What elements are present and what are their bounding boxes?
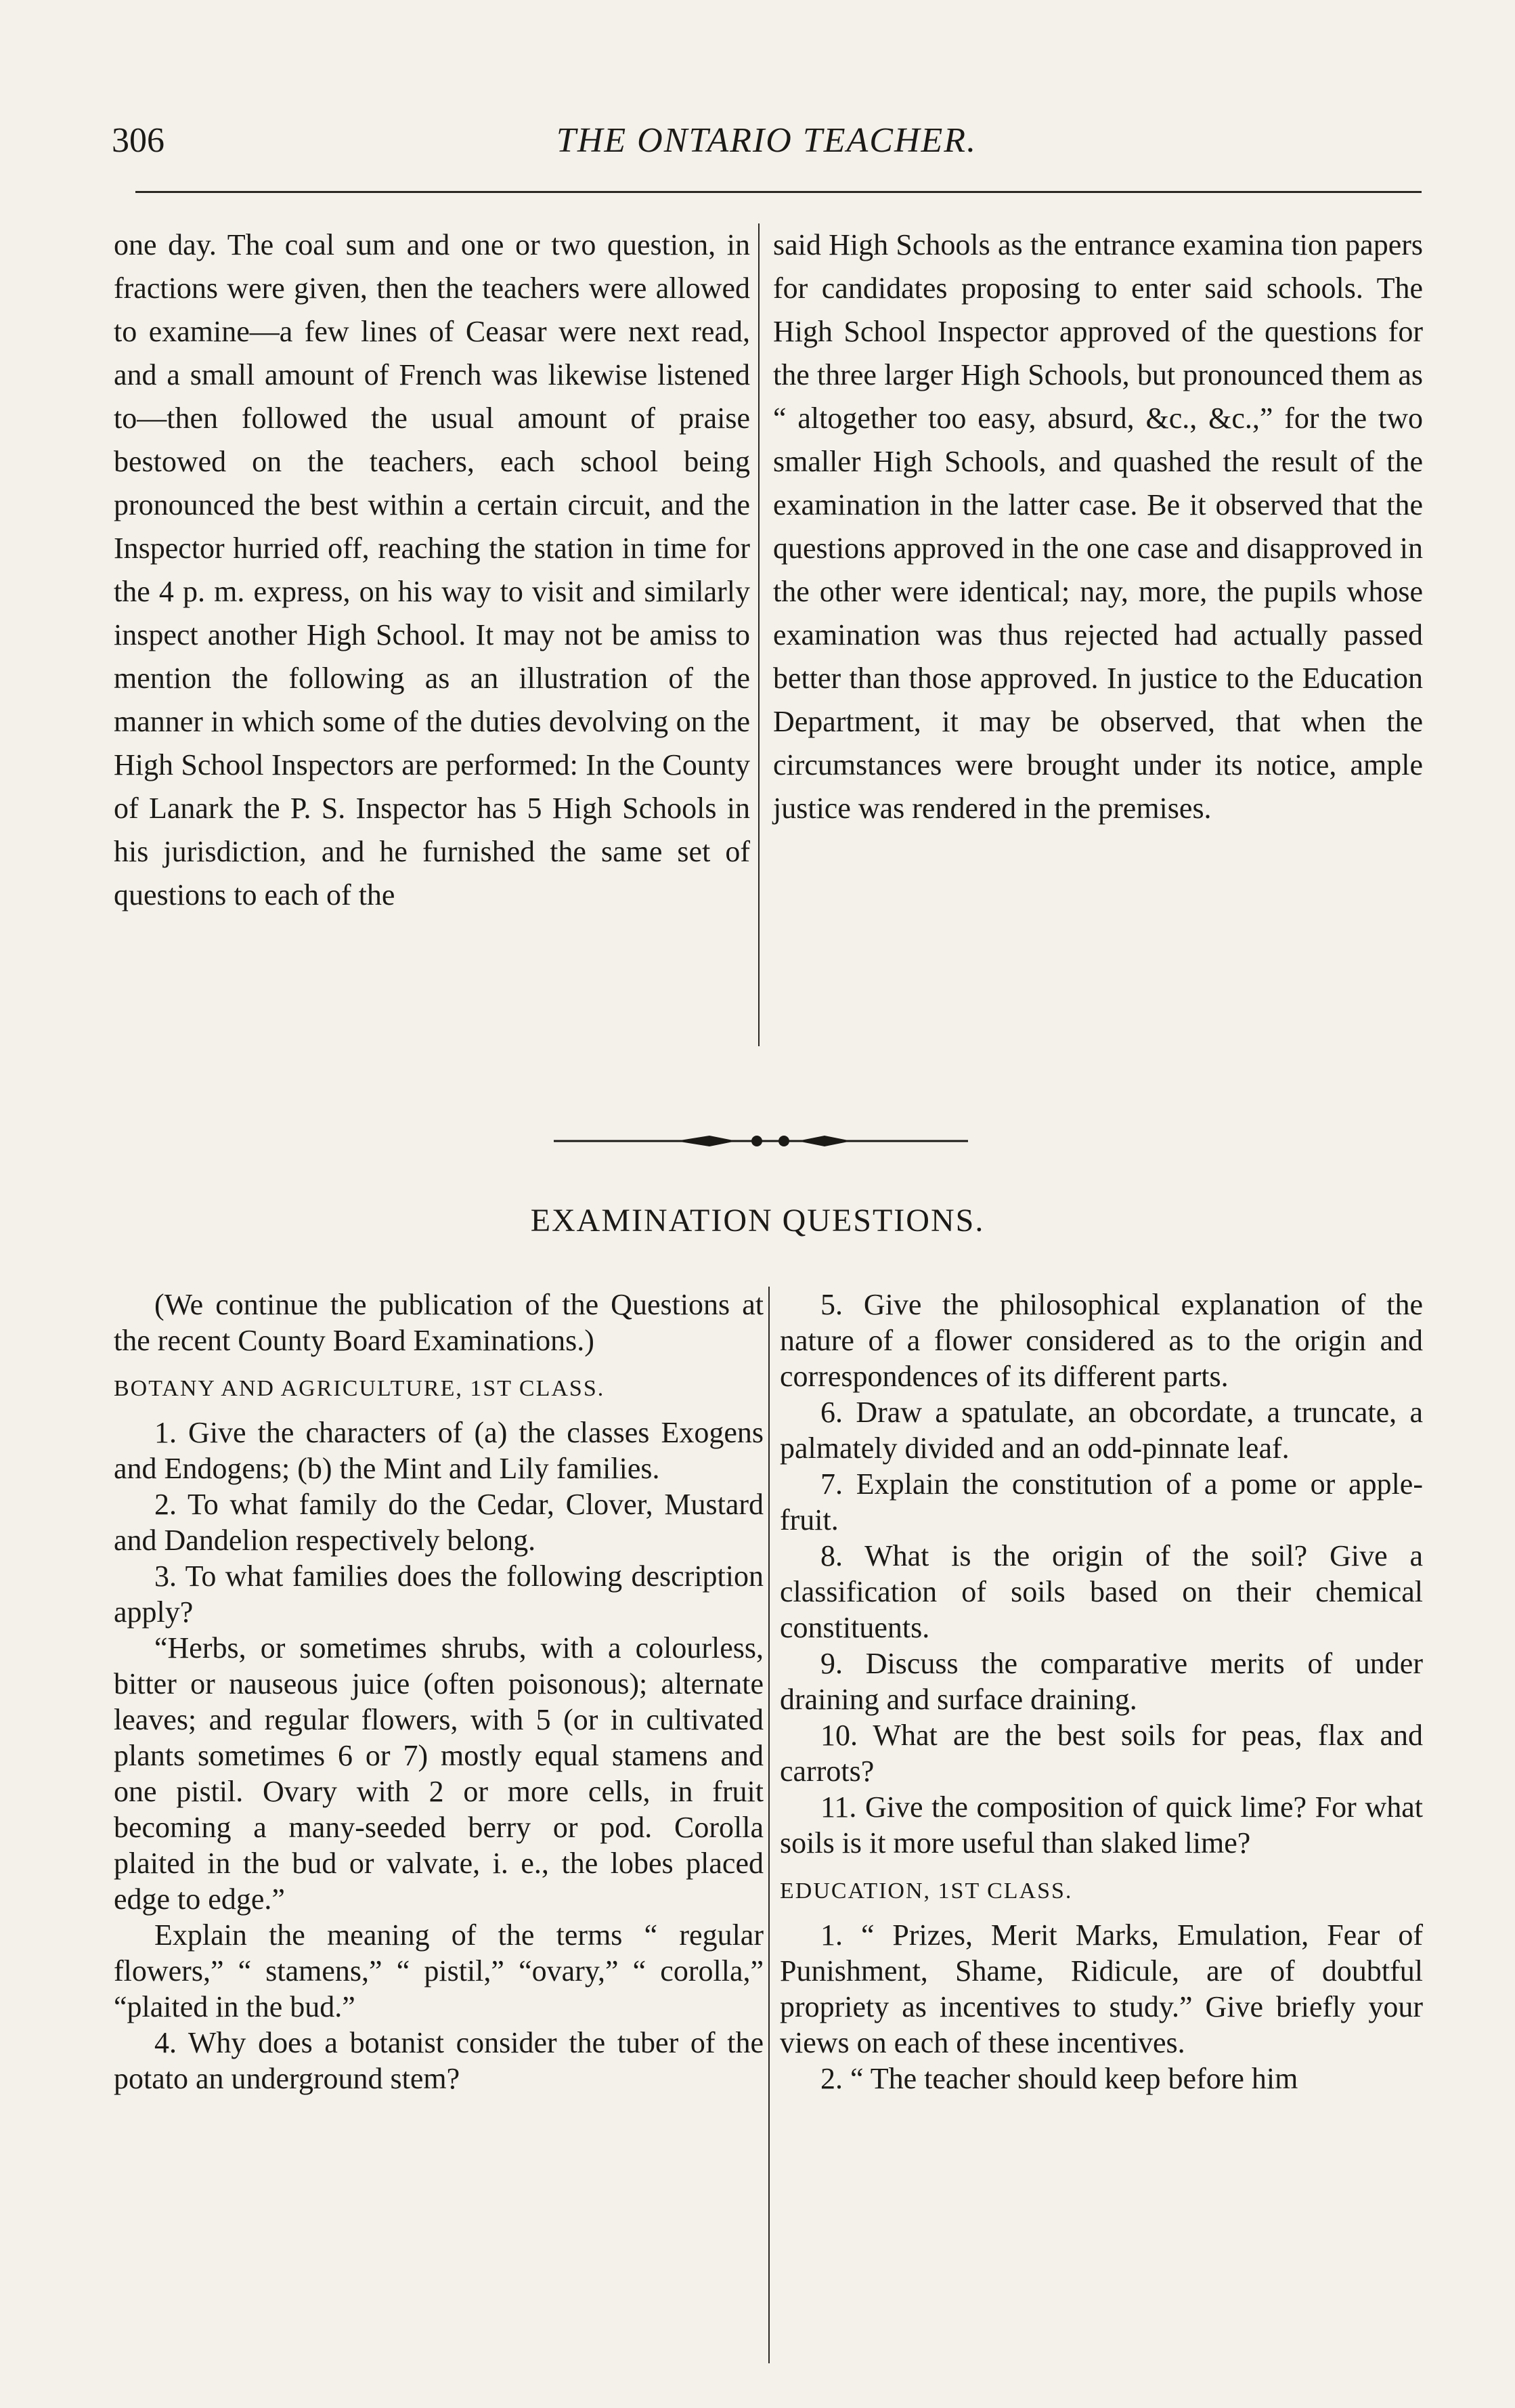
question-11: 11. Give the composition of quick lime? For what soils is it more useful than slaked lime?: [780, 1790, 1423, 1859]
education-heading: EDUCATION, 1ST CLASS.: [780, 1878, 1073, 1904]
question-4: 4. Why does a botanist consider the tuber of the potato an underground stem?: [114, 2026, 764, 2095]
exam-right-column: [780, 1287, 1423, 2097]
column-divider-bottom: [768, 1287, 770, 2363]
question-3-explain: Explain the meaning of the terms “ regular flowers,” “ stamens,” “ pistil,” “ovary,” “ corolla,” “plaited in the bud.”: [114, 1918, 764, 2023]
question-5: 5. Give the philosophical explanation of the nature of a flower considered as to the origin and correspondences of its different parts.: [780, 1288, 1423, 1393]
article-left-column: [114, 223, 750, 917]
question-3: 3. To what families does the following description apply?: [114, 1560, 764, 1629]
question-7: 7. Explain the constitution of a pome or apple-fruit.: [780, 1467, 1423, 1536]
header-rule: [135, 191, 1422, 193]
section-title: EXAMINATION QUESTIONS.: [530, 1203, 985, 1239]
running-title: THE ONTARIO TEACHER.: [556, 121, 978, 160]
question-8: 8. What is the origin of the soil? Give a classification of soils based on their chemical constituents.: [780, 1539, 1423, 1644]
question-2: 2. To what family do the Cedar, Clover, Mustard and Dandelion respectively belong.: [114, 1488, 764, 1557]
question-10: 10. What are the best soils for peas, flax and carrots?: [780, 1719, 1423, 1788]
question-9: 9. Discuss the comparative merits of under draining and surface draining.: [780, 1647, 1423, 1716]
page-number: 306: [112, 121, 164, 160]
question-3-quote: “Herbs, or sometimes shrubs, with a colourless, bitter or nauseous juice (often poisonous); alternate leaves; and regular flowers, with 5 (or in cultivated plants sometimes 6 or 7) mostly equal stamens and one pistil. Ovary with 2 or more cells, in fruit becoming a many-seeded berry or pod. Corolla plaited in the bud or valvate, i. e., the lobes placed edge to edge.”: [114, 1631, 764, 1916]
article-right-text: said High Schools as the entrance examina tion papers for candidates proposing to enter said schools. The High School Inspector approved of the questions for the three larger High Schools, but pronounced them as “ altogether too easy, absurd, &c., &c.,” for the two smaller High Schools, and quashed the result of the examination in the latter case. Be it observed that the questions approved in the one case and disapproved in the other were identical; nay, more, the pupils whose examination was thus rejected had actually passed better than those approved. In justice to the Education Department, it may be observed, that when the circumstances were brought under its notice, ample justice was rendered in the premises.: [773, 228, 1423, 825]
page-header: [112, 116, 1422, 177]
botany-heading: BOTANY AND AGRICULTURE, 1ST CLASS.: [114, 1376, 605, 1401]
question-6: 6. Draw a spatulate, an obcordate, a truncate, a palmately divided and an odd-pinnate leaf.: [780, 1396, 1423, 1465]
exam-left-column: [114, 1287, 764, 2097]
education-question-1: 1. “ Prizes, Merit Marks, Emulation, Fear of Punishment, Shame, Ridicule, are of doubtful propriety as incentives to study.” Give briefly your views on each of these incentives.: [780, 1918, 1423, 2059]
education-question-2: 2. “ The teacher should keep before him: [820, 2062, 1298, 2095]
column-divider-top: [758, 223, 760, 1046]
article-left-text: one day. The coal sum and one or two question, in fractions were given, then the teachers were allowed to examine—a few lines of Ceasar were next read, and a small amount of French was likewise listened to—then followed the usual amount of praise bestowed on the teachers, each school being pronounced the best within a certain circuit, and the Inspector hurried off, reaching the station in time for the 4 p. m. express, on his way to visit and similarly inspect another High School. It may not be amiss to mention the following as an illustration of the manner in which some of the duties devolving on the High School Inspectors are performed: In the County of Lanark the P. S. Inspector has 5 High Schools in his jurisdiction, and he furnished the same set of questions to each of the: [114, 228, 750, 911]
exam-intro: (We continue the publication of the Questions at the recent County Board Examinations.): [114, 1288, 764, 1357]
ornament-rule: [554, 1131, 968, 1151]
article-right-column: [773, 223, 1423, 830]
question-1: 1. Give the characters of (a) the classes Exogens and Endogens; (b) the Mint and Lily families.: [114, 1416, 764, 1485]
